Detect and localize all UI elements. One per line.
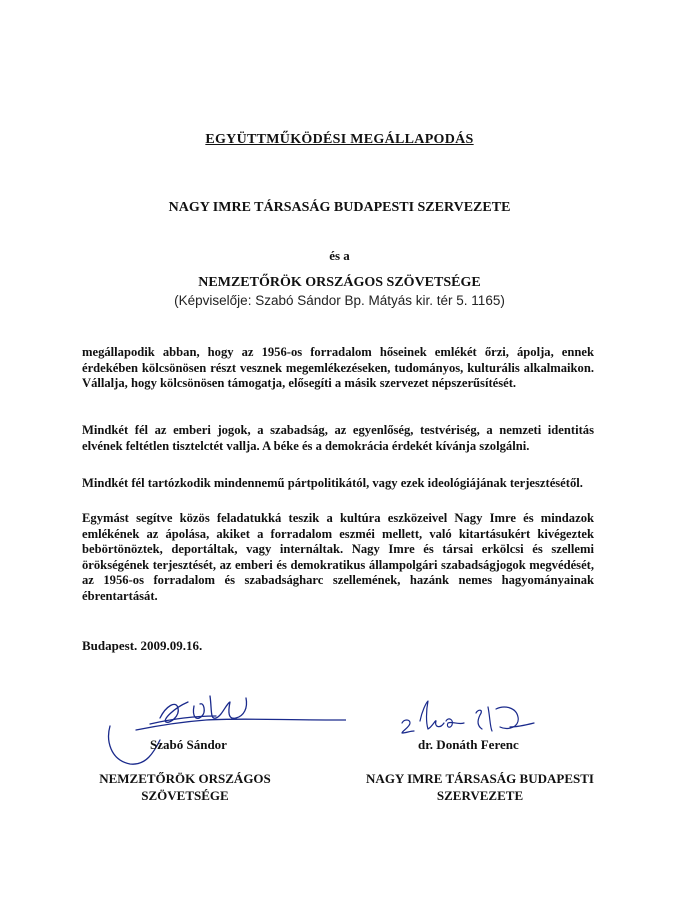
organization-1-line-1: NEMZETŐRÖK ORSZÁGOS <box>99 771 271 786</box>
agreement-paragraph-2: Mindkét fél az emberi jogok, a szabadság, az egyenlőség, testvériség, a nemzeti identitás elvének feltétlen tisztelctét vallja. A béke és a demokrácia érdekét kívánja szolgálni. <box>82 423 594 453</box>
agreement-paragraph-4: Egymást segítve közös feladatukká teszik a kultúra eszközeivel Nagy Imre és mindazok emlékének az ápolása, akiket a forradalom eszméi mellett, való kitartásukért kivégeztek bebörtönöztek, deportáltak, vagy internáltak. Nagy Imre és társai erkölcsi és szellemi örökségének terjesztését, az emberi és demokratikus állampolgári szabadságjogok megvédését, az 1956-os forradalom és szabadságharc szellemének, hazánk nemes hagyományainak ébrentartását. <box>82 511 594 603</box>
party-one-name: NAGY IMRE TÁRSASÁG BUDAPESTI SZERVEZETE <box>168 200 511 215</box>
agreement-paragraph-1: megállapodik abban, hogy az 1956-os forradalom hőseinek emlékét őrzi, ápolja, ennek érdekében kölcsönösen részt vesznek megemlékezéseken, tudományos, kulturális alkalmaikon. Vállalja, hogy kölcsönösen támogatja, elősegíti a másik szervezet népszerűsítését. <box>82 345 594 391</box>
party-two-representative: (Képviselője: Szabó Sándor Bp. Mátyás kir. tér 5. 1165) <box>174 293 505 308</box>
agreement-paragraph-3: Mindkét fél tartózkodik mindennemű pártpolitikától, vagy ezek ideológiájának terjesztésétől. <box>82 476 583 490</box>
signature-szabo-sandor <box>96 682 346 782</box>
document-title: EGYÜTTMŰKÖDÉSI MEGÁLLAPODÁS <box>205 132 474 147</box>
organization-1-line-2: SZÖVETSÉGE <box>141 788 229 803</box>
signatory-organization-1 <box>60 770 310 804</box>
conjunction-text: és a <box>329 248 350 263</box>
signatory-name-1: Szabó Sándor <box>150 737 227 752</box>
party-two-name: NEMZETŐRÖK ORSZÁGOS SZÖVETSÉGE <box>198 275 481 290</box>
organization-2-line-1: NAGY IMRE TÁRSASÁG BUDAPESTI <box>366 771 594 786</box>
signatory-name-2: dr. Donáth Ferenc <box>418 737 519 752</box>
place-and-date: Budapest. 2009.09.16. <box>82 638 203 653</box>
organization-2-line-2: SZERVEZETE <box>436 788 524 803</box>
signatory-organization-2 <box>330 770 630 804</box>
signature-donath-ferenc <box>392 697 552 742</box>
